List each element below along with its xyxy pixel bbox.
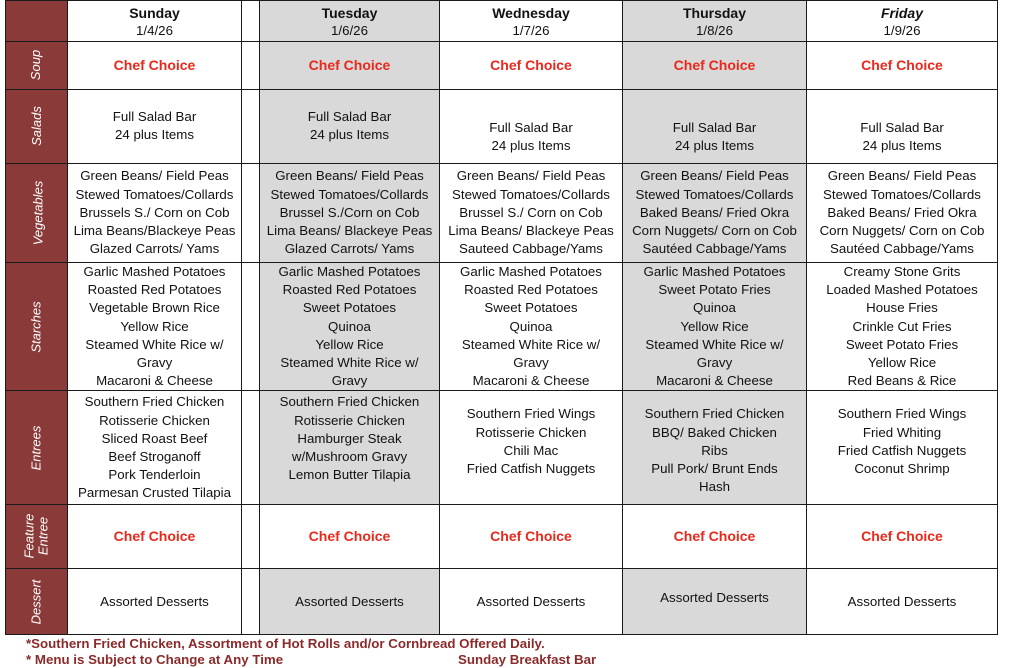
menu-item: Fried Catfish Nuggets (466, 461, 596, 477)
menu-item: Steamed White Rice w/ (280, 355, 419, 371)
entrees-tuesday (260, 391, 440, 505)
gap-column (242, 164, 260, 263)
footer-note-daily: *Southern Fried Chicken, Assortment of Hot Rolls and/or Cornbread Offered Daily. (26, 636, 545, 651)
menu-item: 24 plus Items (114, 127, 195, 143)
menu-item: Gravy (136, 355, 173, 371)
day-header-tuesday (260, 1, 440, 42)
menu-item: Rotisserie Chicken (475, 424, 587, 440)
footer-line-2 (26, 652, 1010, 668)
menu-item: Creamy Stone Grits (843, 264, 961, 279)
menu-item: Southern Fried Chicken (279, 394, 420, 410)
menu-item: Lemon Butter Tilapia (288, 467, 411, 483)
menu-item: Green Beans/ Field Peas (456, 168, 606, 184)
row-label-salads (6, 90, 68, 164)
salads-row (6, 90, 998, 164)
feature-wednesday (440, 505, 623, 569)
menu-item: Quinoa (693, 300, 736, 316)
menu-item: Sauteed Cabbage/Yams (459, 241, 603, 257)
footer-note-change: * Menu is Subject to Change at Any Time (26, 652, 284, 667)
menu-item: Yellow Rice (315, 336, 384, 352)
menu-item: Full Salad Bar (112, 109, 197, 124)
menu-item: Full Salad Bar (307, 109, 392, 124)
row-label-text (23, 513, 51, 558)
row-label-line: Entree (35, 516, 51, 555)
day-name: Friday (880, 4, 923, 21)
day-date: 1/8/26 (696, 22, 733, 38)
starches-thursday (623, 263, 807, 391)
gap-column (242, 391, 260, 505)
salads-sunday (68, 90, 242, 164)
chef-choice-text: Chef Choice (308, 56, 391, 73)
menu-item: Assorted Desserts (847, 593, 957, 609)
menu-item: Baked Beans/ Fried Okra (639, 204, 790, 220)
salads-thursday (623, 90, 807, 164)
dessert-tuesday (260, 569, 440, 635)
menu-item: Lima Beans/ Blackeye Peas (266, 223, 433, 239)
menu-item: Gravy (331, 373, 368, 389)
gap-column (242, 90, 260, 164)
vegetables-row (6, 164, 998, 263)
menu-item: Yellow Rice (680, 318, 749, 334)
chef-choice-text: Chef Choice (861, 528, 943, 545)
menu-item: BBQ/ Baked Chicken (652, 424, 777, 440)
feature-friday (807, 505, 998, 569)
menu-item: Stewed Tomatoes/Collards (75, 186, 234, 202)
menu-item: House Fries (866, 300, 938, 316)
day-header-wednesday (440, 1, 623, 42)
menu-item: Sweet Potatoes (302, 300, 397, 316)
menu-item: Ribs (701, 442, 728, 458)
feature-entree-row (6, 505, 998, 569)
menu-item: Pull Pork/ Brunt Ends (651, 461, 778, 477)
row-label-feature-entree (6, 505, 68, 569)
day-header-friday (807, 1, 998, 42)
menu-item: Baked Beans/ Fried Okra (827, 204, 977, 220)
menu-item: Loaded Mashed Potatoes (826, 282, 978, 298)
menu-item: Fried Whiting (862, 424, 942, 440)
menu-item: 24 plus Items (862, 137, 942, 153)
chef-choice-text: Chef Choice (673, 528, 756, 545)
menu-item: Brussel S./Corn on Cob (279, 204, 420, 220)
menu-item: Gravy (513, 355, 549, 371)
row-label-text: Soup (28, 50, 44, 81)
header-row (6, 1, 998, 42)
menu-item: Glazed Carrots/ Yams (89, 241, 220, 257)
menu-item: Stewed Tomatoes/Collards (270, 186, 429, 202)
day-header-thursday (623, 1, 807, 42)
day-date: 1/7/26 (512, 22, 550, 38)
menu-item: Gravy (696, 355, 733, 371)
chef-choice-text: Chef Choice (490, 528, 572, 545)
menu-item: 24 plus Items (674, 137, 755, 153)
row-label-text: Starches (28, 300, 44, 353)
menu-item: Crinkle Cut Fries (852, 318, 952, 334)
menu-item: Garlic Mashed Potatoes (643, 264, 786, 279)
feature-tuesday (260, 505, 440, 569)
menu-item: Chili Mac (503, 442, 559, 458)
entrees-sunday (68, 391, 242, 505)
menu-item: Assorted Desserts (100, 593, 209, 609)
menu-item: Rotisserie Chicken (294, 412, 405, 428)
menu-item: Sautéed Cabbage/Yams (642, 241, 787, 257)
menu-item: Beef Stroganoff (108, 448, 201, 464)
starches-row (6, 263, 998, 391)
salads-wednesday (440, 90, 623, 164)
day-name: Wednesday (492, 4, 570, 21)
vegetables-wednesday (440, 164, 623, 263)
chef-choice-text: Chef Choice (113, 528, 196, 545)
entrees-friday (807, 391, 998, 505)
menu-item: Sweet Potato Fries (658, 282, 771, 298)
corner-cell (6, 1, 68, 42)
menu-item: Glazed Carrots/ Yams (284, 241, 415, 257)
chef-choice-text: Chef Choice (673, 56, 756, 73)
menu-item: Southern Fried Wings (466, 406, 596, 422)
dessert-sunday (68, 569, 242, 635)
menu-item: Brussels S./ Corn on Cob (79, 204, 230, 220)
entrees-wednesday (440, 391, 623, 505)
menu-item: Vegetable Brown Rice (89, 300, 220, 316)
row-label-soup (6, 42, 68, 90)
menu-item: Pork Tenderloin (108, 467, 201, 483)
menu-item: 24 plus Items (309, 127, 390, 143)
footer-breakfast-bar: Sunday Breakfast Bar (458, 652, 597, 667)
feature-thursday (623, 505, 807, 569)
menu-item: Yellow Rice (120, 318, 189, 334)
row-label-entrees (6, 391, 68, 505)
menu-item: Garlic Mashed Potatoes (278, 264, 421, 279)
menu-item: Sweet Potatoes (484, 300, 578, 316)
soup-friday (807, 42, 998, 90)
menu-item: Southern Fried Chicken (84, 394, 225, 410)
day-date: 1/4/26 (136, 22, 173, 38)
dessert-wednesday (440, 569, 623, 635)
menu-item: Green Beans/ Field Peas (827, 168, 977, 184)
menu-item: Southern Fried Wings (837, 406, 967, 422)
menu-item: Southern Fried Chicken (644, 406, 785, 422)
chef-choice-text: Chef Choice (861, 56, 943, 73)
menu-item: Hamburger Steak (297, 430, 402, 446)
chef-choice-text: Chef Choice (308, 528, 391, 545)
starches-friday (807, 263, 998, 391)
menu-item: Stewed Tomatoes/Collards (823, 186, 981, 202)
menu-item: Garlic Mashed Potatoes (460, 264, 602, 279)
day-name: Thursday (682, 4, 746, 21)
menu-item: Roasted Red Potatoes (87, 282, 222, 298)
day-date: 1/9/26 (883, 22, 921, 38)
row-label-text: Dessert (28, 579, 44, 625)
feature-sunday (68, 505, 242, 569)
menu-item: Assorted Desserts (476, 593, 586, 609)
day-name: Sunday (129, 4, 180, 21)
salads-friday (807, 90, 998, 164)
soup-wednesday (440, 42, 623, 90)
menu-item: w/Mushroom Gravy (291, 449, 408, 465)
menu-item: Stewed Tomatoes/Collards (452, 186, 610, 202)
day-date: 1/6/26 (331, 22, 368, 38)
starches-wednesday (440, 263, 623, 391)
day-header-sunday (68, 1, 242, 42)
vegetables-tuesday (260, 164, 440, 263)
soup-tuesday (260, 42, 440, 90)
menu-item: Macaroni & Cheese (656, 373, 773, 389)
menu-item: Full Salad Bar (489, 119, 573, 135)
menu-item: Assorted Desserts (295, 593, 404, 609)
soup-sunday (68, 42, 242, 90)
menu-item: Full Salad Bar (860, 119, 944, 135)
menu-item: Steamed White Rice w/ (85, 336, 224, 352)
menu-item: Red Beans & Rice (847, 373, 957, 389)
vegetables-friday (807, 164, 998, 263)
menu-item: Rotisserie Chicken (99, 412, 210, 428)
menu-item: Hash (698, 479, 731, 495)
menu-item: Stewed Tomatoes/Collards (635, 186, 794, 202)
menu-item: Quinoa (509, 318, 553, 334)
gap-column (242, 263, 260, 391)
gap-column (242, 1, 260, 42)
menu-item: Full Salad Bar (672, 119, 757, 135)
row-label-line: Feature (21, 513, 37, 559)
starches-tuesday (260, 263, 440, 391)
menu-item: Fried Catfish Nuggets (837, 442, 967, 458)
row-label-text: Entrees (28, 425, 44, 471)
row-label-starches (6, 263, 68, 391)
menu-item: Brussel S./ Corn on Cob (459, 204, 603, 220)
menu-item: Sweet Potato Fries (845, 336, 959, 352)
menu-item: Steamed White Rice w/ (645, 336, 784, 352)
menu-item: Sliced Roast Beef (101, 430, 208, 446)
menu-item: Lima Beans/Blackeye Peas (73, 223, 236, 239)
row-label-vegetables (6, 164, 68, 263)
menu-item: Green Beans/ Field Peas (80, 168, 229, 184)
gap-column (242, 505, 260, 569)
menu-item: Yellow Rice (867, 355, 937, 371)
menu-item: Green Beans/ Field Peas (275, 168, 424, 184)
salads-tuesday (260, 90, 440, 164)
day-name: Tuesday (321, 4, 378, 21)
gap-column (242, 42, 260, 90)
menu-item: 24 plus Items (491, 137, 571, 153)
menu-item: Roasted Red Potatoes (282, 282, 417, 298)
menu-item: Assorted Desserts (660, 590, 769, 606)
chef-choice-text: Chef Choice (490, 56, 572, 73)
entrees-row (6, 391, 998, 505)
gap-column (242, 569, 260, 635)
menu-item: Corn Nuggets/ Corn on Cob (819, 223, 985, 239)
menu-item: Coconut Shrimp (854, 461, 950, 477)
menu-item: Parmesan Crusted Tilapia (78, 485, 231, 501)
dessert-thursday (623, 569, 807, 635)
soup-row (6, 42, 998, 90)
row-label-text: Vegetables (30, 180, 46, 246)
dessert-friday (807, 569, 998, 635)
chef-choice-text: Chef Choice (113, 56, 196, 73)
weekly-menu-table (5, 0, 998, 635)
vegetables-thursday (623, 164, 807, 263)
menu-item: Steamed White Rice w/ (461, 336, 601, 352)
dessert-row (6, 569, 998, 635)
starches-sunday (68, 263, 242, 391)
menu-item: Sautéed Cabbage/Yams (830, 241, 974, 257)
menu-item: Garlic Mashed Potatoes (83, 264, 226, 279)
soup-thursday (623, 42, 807, 90)
menu-item: Macaroni & Cheese (472, 373, 590, 389)
menu-item: Roasted Red Potatoes (464, 282, 598, 298)
menu-item: Green Beans/ Field Peas (640, 168, 789, 184)
vegetables-sunday (68, 164, 242, 263)
menu-item: Quinoa (328, 318, 371, 334)
row-label-dessert (6, 569, 68, 635)
menu-item: Corn Nuggets/ Corn on Cob (632, 223, 797, 239)
row-label-text: Salads (28, 106, 44, 147)
menu-item: Lima Beans/ Blackeye Peas (448, 223, 614, 239)
menu-item: Macaroni & Cheese (96, 373, 213, 389)
entrees-thursday (623, 391, 807, 505)
